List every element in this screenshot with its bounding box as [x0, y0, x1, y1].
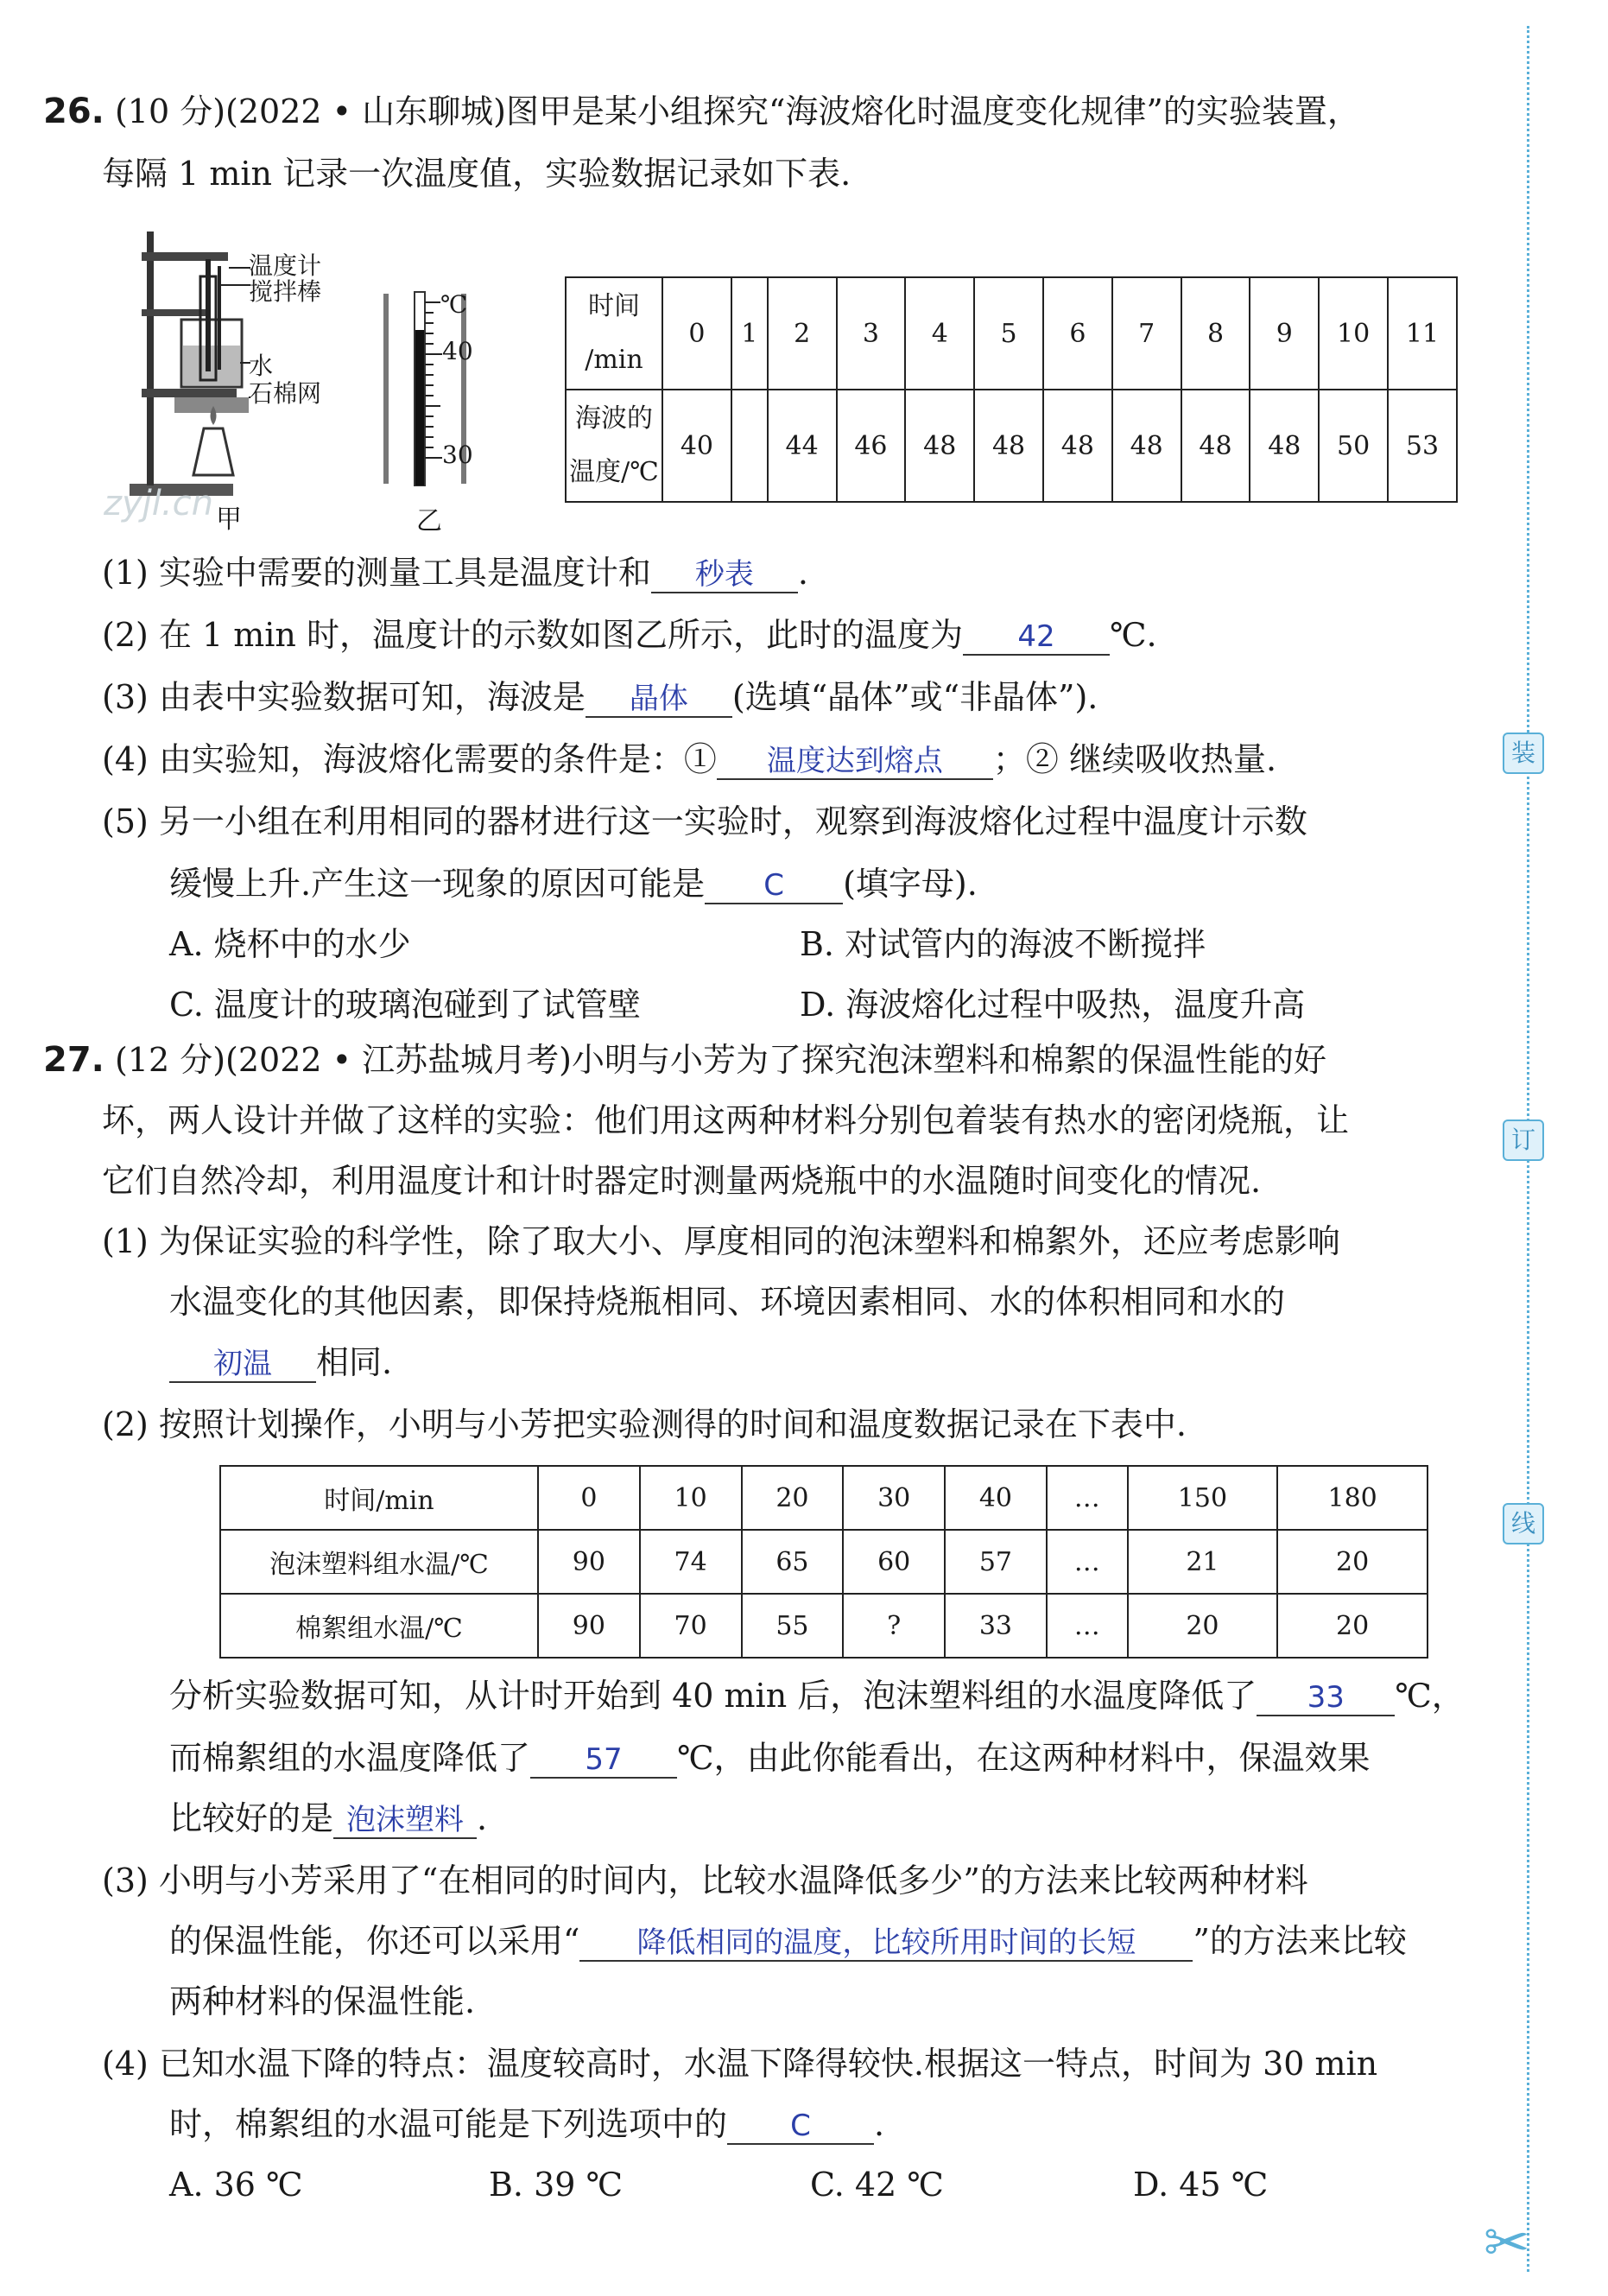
q27-p1-answer: 初温 — [169, 1347, 316, 1383]
q26-p3-answer: 晶体 — [586, 682, 732, 718]
q27-part1-line2: 水温变化的其他因素，即保持烧瓶相同、环境因素相同、水的体积相同和水的 — [169, 1283, 1286, 1321]
q26-p1-post: . — [797, 554, 809, 592]
label-thermometer: 温度计 — [249, 251, 322, 280]
q26-time-cell: 1 — [731, 277, 768, 390]
q26-number: 26. — [43, 92, 104, 131]
q26-data-table — [565, 276, 1458, 503]
q27-cotton-head: 棉絮组水温/℃ — [220, 1594, 538, 1658]
q27-p2-answer2: 57 — [530, 1742, 677, 1779]
q27-part2-analysis1 — [169, 1676, 1465, 1716]
q27-foam-cell: 65 — [742, 1530, 844, 1594]
q27-foam-head: 泡沫塑料组水温/℃ — [220, 1530, 538, 1594]
q27-p4-answer: C — [727, 2109, 874, 2145]
q26-p2-text: (2) 在 1 min 时，温度计的示数如图乙所示，此时的温度为 — [102, 616, 963, 654]
q26-part3 — [102, 677, 1098, 718]
q27-p2-a1-post: ℃， — [1395, 1677, 1465, 1715]
q27-intro-line1 — [43, 1040, 1326, 1080]
q27-p3-answer: 降低相同的温度，比较所用时间的长短 — [579, 1925, 1193, 1962]
q26-time-cell: 2 — [768, 277, 837, 390]
q26-time-cell: 8 — [1181, 277, 1250, 390]
q27-p2-a3-post: . — [477, 1799, 488, 1837]
q26-p5-post: (填字母). — [843, 865, 978, 903]
thermo-mercury — [415, 330, 424, 485]
q27-p3-text: 的保温性能，你还可以采用“ — [169, 1922, 580, 1960]
q26-p3-post: (选填“晶体”或“非晶体”). — [731, 678, 1098, 716]
q26-time-cell: 5 — [974, 277, 1043, 390]
q27-p4-post: . — [874, 2105, 885, 2143]
q26-option-c: C. 温度计的玻璃泡碰到了试管壁 — [169, 986, 641, 1024]
q26-time-cell: 7 — [1112, 277, 1181, 390]
q26-temp-cell: 48 — [905, 390, 974, 502]
thermo-30-label: 30 — [442, 441, 473, 469]
q26-option-d: D. 海波熔化过程中吸热，温度升高 — [800, 986, 1306, 1024]
q27-foam-row — [220, 1530, 1428, 1594]
figure-label-jia: 甲 — [216, 504, 242, 535]
thermo-40-label: 40 — [442, 337, 473, 365]
thermo-unit-label: ℃ — [440, 290, 468, 319]
q27-p2-a2-text: 而棉絮组的水温度降低了 — [169, 1739, 531, 1777]
q27-time-head: 时间/min — [220, 1466, 538, 1530]
q26-time-row — [566, 277, 1457, 390]
q26-temp-cell: 40 — [662, 390, 731, 502]
q26-time-cell: 11 — [1388, 277, 1457, 390]
head-text: 时间 — [588, 291, 640, 321]
q27-p2-a2-post: ℃，由此你能看出，在这两种材料中，保温效果 — [677, 1739, 1371, 1777]
q27-foam-cell: … — [1047, 1530, 1128, 1594]
q27-cotton-cell: 33 — [945, 1594, 1047, 1658]
q27-part2-analysis3 — [169, 1798, 487, 1839]
q26-intro-line2: 每隔 1 min 记录一次温度值，实验数据记录如下表. — [102, 155, 851, 193]
q27-time-cell: 150 — [1128, 1466, 1278, 1530]
q26-p3-text: (3) 由表中实验数据可知，海波是 — [102, 678, 586, 716]
q27-time-cell: 10 — [640, 1466, 742, 1530]
q27-option-a: A. 36 ℃ — [169, 2166, 303, 2204]
q26-p1-answer: 秒表 — [651, 557, 798, 593]
scissors-icon: ✂ — [1484, 2211, 1530, 2275]
q26-part5-line2 — [169, 864, 978, 904]
q27-cotton-cell: 55 — [742, 1594, 844, 1658]
label-water: 水 — [249, 352, 274, 380]
q27-time-cell: 180 — [1277, 1466, 1428, 1530]
q27-cotton-cell: 20 — [1128, 1594, 1278, 1658]
q27-intro-line3: 它们自然冷却，利用温度计和计时器定时测量两烧瓶中的水温随时间变化的情况. — [102, 1162, 1262, 1200]
q27-time-cell: 40 — [945, 1466, 1047, 1530]
q26-temp-cell — [731, 390, 768, 502]
q27-foam-cell: 20 — [1277, 1530, 1428, 1594]
binding-label-mid: 订 — [1503, 1119, 1544, 1161]
q27-foam-cell: 90 — [538, 1530, 640, 1594]
q26-part4 — [102, 739, 1276, 780]
figure-label-yi: 乙 — [416, 506, 442, 536]
q27-p2-a1-text: 分析实验数据可知，从计时开始到 40 min 后，泡沫塑料组的水温度降低了 — [169, 1677, 1257, 1715]
q26-intro-text: (10 分)(2022 • 山东聊城)图甲是某小组探究“海波熔化时温度变化规律”的实验装置， — [114, 92, 1360, 130]
q27-foam-cell: 74 — [640, 1530, 742, 1594]
q26-p4-post: ；② 继续吸收热量. — [992, 740, 1277, 778]
q27-time-cell: 20 — [742, 1466, 844, 1530]
binding-label-bottom: 线 — [1503, 1503, 1544, 1544]
q26-temp-cell: 48 — [1112, 390, 1181, 502]
ring-support — [142, 389, 237, 397]
q27-data-table — [219, 1465, 1428, 1659]
q27-intro-text: (12 分)(2022 • 江苏盐城月考)小明与小芳为了探究泡沫塑料和棉絮的保温性能的好 — [114, 1041, 1326, 1079]
q27-part3-line1: (3) 小明与小芳采用了“在相同的时间内，比较水温降低多少”的方法来比较两种材料 — [102, 1862, 1308, 1900]
q27-part3-line3: 两种材料的保温性能. — [169, 1982, 476, 2020]
q27-time-cell: 0 — [538, 1466, 640, 1530]
head-text: 海波的 — [575, 403, 653, 434]
binding-label-top: 装 — [1503, 733, 1544, 774]
q27-time-cell: … — [1047, 1466, 1128, 1530]
q27-part3-line2 — [169, 1921, 1407, 1962]
q27-part2-analysis2 — [169, 1738, 1371, 1779]
q27-cotton-row — [220, 1594, 1428, 1658]
q27-foam-cell: 60 — [843, 1530, 945, 1594]
q26-temp-cell: 50 — [1319, 390, 1388, 502]
q27-p1-post: 相同. — [316, 1343, 393, 1381]
q27-option-d: D. 45 ℃ — [1133, 2166, 1269, 2204]
q26-time-head — [566, 277, 662, 390]
q26-temp-head — [566, 390, 662, 502]
q27-time-cell: 30 — [843, 1466, 945, 1530]
q26-option-a: A. 烧杯中的水少 — [169, 925, 411, 963]
q26-temp-row — [566, 390, 1457, 502]
q26-temp-cell: 46 — [837, 390, 906, 502]
q27-part4-line1: (4) 已知水温下降的特点：温度较高时，水温下降得较快.根据这一特点，时间为 30 min — [102, 2045, 1378, 2083]
q27-foam-cell: 21 — [1128, 1530, 1278, 1594]
q27-p2-answer1: 33 — [1257, 1680, 1395, 1716]
q27-cotton-cell: 90 — [538, 1594, 640, 1658]
q27-intro-line2: 坏，两人设计并做了这样的实验：他们用这两种材料分别包着装有热水的密闭烧瓶，让 — [102, 1101, 1350, 1139]
q27-cotton-cell: 70 — [640, 1594, 742, 1658]
q27-number: 27. — [43, 1040, 104, 1080]
q27-p3-post: ”的方法来比较 — [1193, 1922, 1407, 1960]
q26-part5-line1: (5) 另一小组在利用相同的器材进行这一实验时，观察到海波熔化过程中温度计示数 — [102, 802, 1307, 840]
q27-p2-a3-text: 比较好的是 — [169, 1799, 334, 1837]
head-text: /min — [585, 345, 643, 375]
q27-part2-line1: (2) 按照计划操作，小明与小芳把实验测得的时间和温度数据记录在下表中. — [102, 1405, 1187, 1443]
q27-p2-answer3: 泡沫塑料 — [333, 1803, 477, 1839]
clamp-top — [142, 252, 228, 261]
q27-option-b: B. 39 ℃ — [489, 2166, 624, 2204]
q26-p4-text: (4) 由实验知，海波熔化需要的条件是：① — [102, 740, 717, 778]
q26-part2 — [102, 615, 1157, 656]
q27-foam-cell: 57 — [945, 1530, 1047, 1594]
stirring-rod — [218, 266, 221, 370]
thermometer-figure — [371, 285, 492, 492]
q26-time-cell: 0 — [662, 277, 731, 390]
q27-option-c: C. 42 ℃ — [810, 2166, 944, 2204]
q26-p4-answer: 温度达到熔点 — [717, 744, 993, 780]
label-stirrer: 搅拌棒 — [249, 277, 322, 306]
head-text: 温度/℃ — [569, 457, 659, 487]
q26-p2-answer: 42 — [963, 619, 1110, 656]
q26-time-cell: 10 — [1319, 277, 1388, 390]
q26-temp-cell: 48 — [1043, 390, 1112, 502]
q26-temp-cell: 53 — [1388, 390, 1457, 502]
q27-cotton-cell: ? — [843, 1594, 945, 1658]
q26-option-b: B. 对试管内的海波不断搅拌 — [800, 925, 1206, 963]
alcohol-lamp — [193, 428, 233, 475]
q26-p2-post: ℃. — [1109, 616, 1157, 654]
q26-time-cell: 6 — [1043, 277, 1112, 390]
q26-p5-text: 缓慢上升.产生这一现象的原因可能是 — [169, 865, 706, 903]
thermo-left-edge — [383, 294, 389, 484]
q26-intro-line1 — [43, 92, 1360, 131]
thermometer-rod — [206, 259, 211, 371]
q26-temp-cell: 44 — [768, 390, 837, 502]
q26-time-cell: 3 — [837, 277, 906, 390]
q27-p4-text: 时，棉絮组的水温可能是下列选项中的 — [169, 2105, 728, 2143]
q27-part1-line1: (1) 为保证实验的科学性，除了取大小、厚度相同的泡沫塑料和棉絮外，还应考虑影响 — [102, 1222, 1340, 1260]
q26-temp-cell: 48 — [974, 390, 1043, 502]
q26-p5-answer: C — [705, 868, 843, 904]
q26-part1 — [102, 553, 808, 593]
q26-time-cell: 4 — [905, 277, 974, 390]
q27-time-row — [220, 1466, 1428, 1530]
label-asbestos: 石棉网 — [249, 379, 322, 408]
q27-cotton-cell: 20 — [1277, 1594, 1428, 1658]
q27-cotton-cell: … — [1047, 1594, 1128, 1658]
q26-temp-cell: 48 — [1250, 390, 1319, 502]
q26-temp-cell: 48 — [1181, 390, 1250, 502]
q27-part4-line2 — [169, 2104, 884, 2145]
watermark: zyjl.cn — [104, 484, 213, 523]
q27-part1-line3 — [169, 1342, 392, 1383]
stand-rod — [147, 232, 154, 485]
q26-time-cell: 9 — [1250, 277, 1319, 390]
q26-p1-text: (1) 实验中需要的测量工具是温度计和 — [102, 554, 651, 592]
